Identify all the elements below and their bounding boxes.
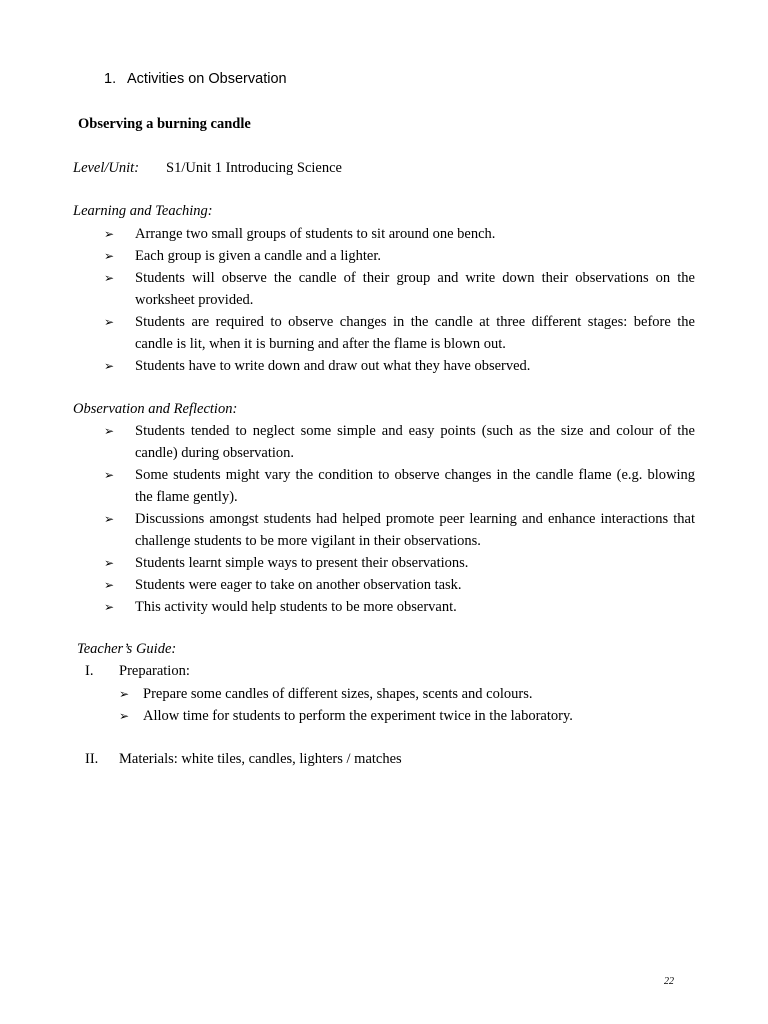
list-item: ➢ Arrange two small groups of students to sit around one bench. <box>104 223 695 245</box>
arrow-bullet-icon: ➢ <box>119 709 130 723</box>
list-item: ➢ Students will observe the candle of their group and write down their observations on the worksheet provided. <box>104 267 695 311</box>
activity-title: Observing a burning candle <box>78 116 251 132</box>
learning-list <box>104 223 695 377</box>
list-item: ➢ Some students might vary the condition to observe changes in the candle flame (e.g. blowing the flame gently). <box>104 464 695 508</box>
preparation-list <box>119 683 699 727</box>
learning-heading: Learning and Teaching: <box>73 203 213 219</box>
materials-numeral: II. <box>85 751 99 767</box>
list-item: ➢ Students learnt simple ways to present their observations. <box>104 552 695 574</box>
materials-text: Materials: white tiles, candles, lighters / matches <box>119 751 402 767</box>
arrow-bullet-icon: ➢ <box>104 556 115 570</box>
list-item: ➢ Students have to write down and draw out what they have observed. <box>104 355 695 377</box>
preparation-numeral: I. <box>85 663 94 679</box>
arrow-bullet-icon: ➢ <box>104 424 115 438</box>
section-number: 1. <box>104 71 117 87</box>
list-item: ➢ Prepare some candles of different sizes, shapes, scents and colours. <box>119 683 699 705</box>
arrow-bullet-icon: ➢ <box>104 578 115 592</box>
arrow-bullet-icon: ➢ <box>104 468 115 482</box>
list-item: ➢ This activity would help students to be more observant. <box>104 596 695 618</box>
level-value: S1/Unit 1 Introducing Science <box>166 160 342 176</box>
observation-list <box>104 420 695 618</box>
arrow-bullet-icon: ➢ <box>104 315 115 329</box>
list-item: ➢ Allow time for students to perform the experiment twice in the laboratory. <box>119 705 699 727</box>
level-label: Level/Unit: <box>73 160 140 176</box>
list-item: ➢ Students tended to neglect some simple and easy points (such as the size and colour of the candle) during observation. <box>104 420 695 464</box>
preparation-label: Preparation: <box>119 663 190 679</box>
arrow-bullet-icon: ➢ <box>119 687 130 701</box>
arrow-bullet-icon: ➢ <box>104 512 115 526</box>
list-item: ➢ Students are required to observe changes in the candle at three different stages: before the candle is lit, when it is burning and after the flame is blown out. <box>104 311 695 355</box>
guide-heading: Teacher’s Guide: <box>77 641 177 657</box>
list-item: ➢ Students were eager to take on another observation task. <box>104 574 695 596</box>
arrow-bullet-icon: ➢ <box>104 271 115 285</box>
list-item: ➢ Discussions amongst students had helped promote peer learning and enhance interactions that challenge students to be more vigilant in their observations. <box>104 508 695 552</box>
arrow-bullet-icon: ➢ <box>104 359 115 373</box>
page-number: 22 <box>664 976 674 987</box>
list-item: ➢ Each group is given a candle and a lighter. <box>104 245 695 267</box>
observation-heading: Observation and Reflection: <box>73 401 238 417</box>
section-heading: Activities on Observation <box>127 71 287 87</box>
arrow-bullet-icon: ➢ <box>104 600 115 614</box>
arrow-bullet-icon: ➢ <box>104 227 115 241</box>
arrow-bullet-icon: ➢ <box>104 249 115 263</box>
